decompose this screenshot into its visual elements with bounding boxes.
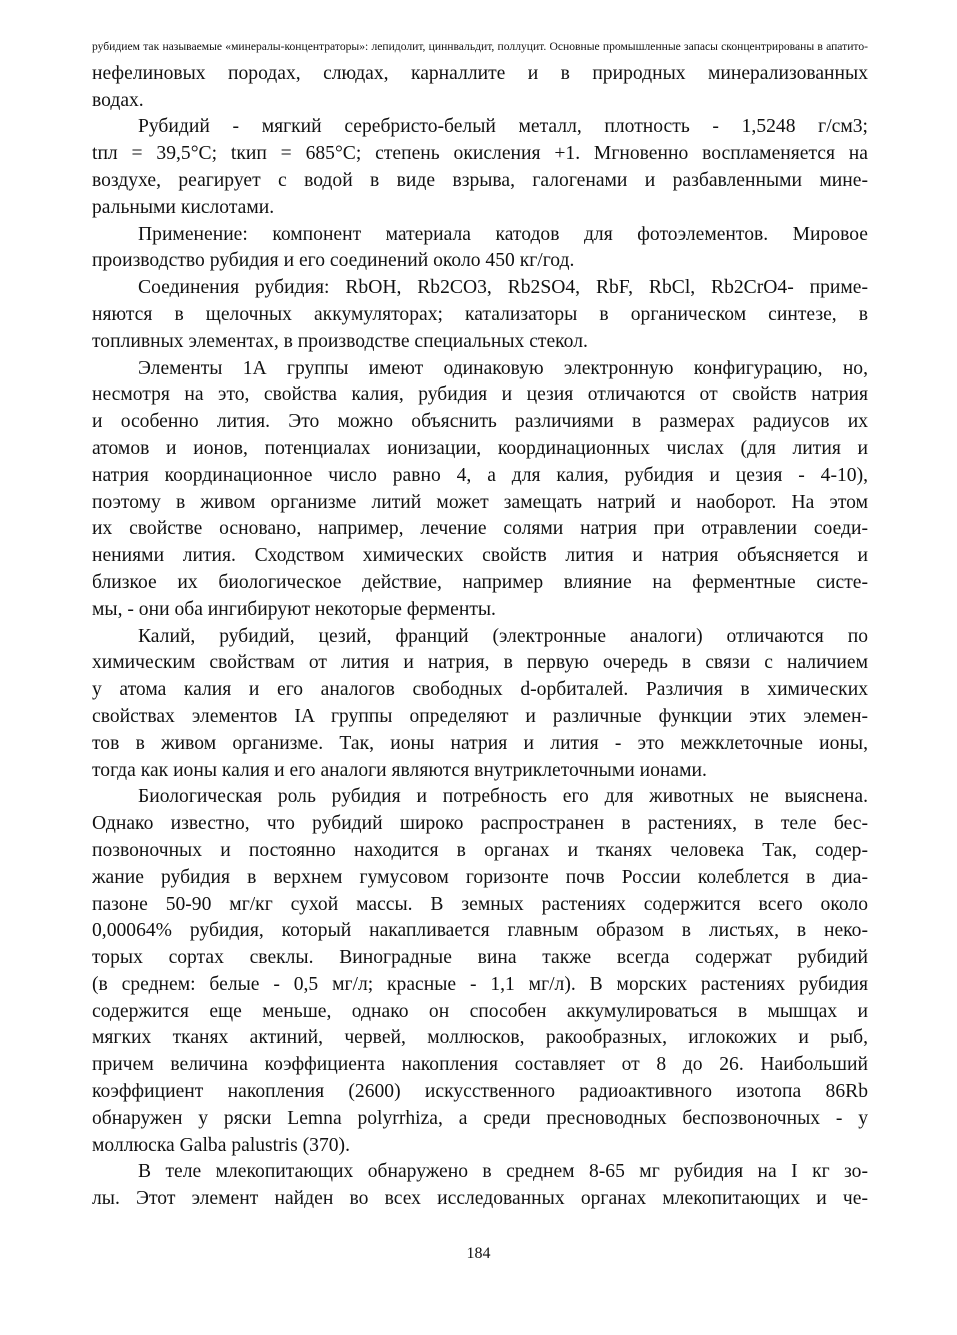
text-line: нефелиновых породах, слюдах, карналлите и в природных минерализованных: [92, 62, 868, 84]
text-line: химическим свойствам от лития и натрия, в первую очередь в связи с наличием: [92, 652, 868, 674]
text-line: коэффициент накопления (2600) искусственного радиоактивного изотопа 86Rb: [92, 1081, 868, 1103]
text-line: мы, - они оба ингибируют некоторые ферменты.: [92, 598, 496, 620]
text-line: Рубидий - мягкий серебристо-белый металл, плотность - 1,5248 г/см3;: [138, 116, 868, 138]
text-line: 0,00064% рубидия, который накапливается главным образом в листьях, в неко-: [92, 920, 868, 942]
text-line: Калий, рубидий, цезий, франций (электронные аналоги) отличаются по: [138, 625, 868, 647]
text-line: позвоночных и постоянно находится в органах и тканях человека Так, содер-: [92, 839, 868, 861]
text-line: воздухе, реагирует с водой в виде взрыва, галогенами и разбавленными мине-: [92, 169, 868, 191]
text-line: причем величина коэффициента накопления составляет от 8 до 26. Наибольший: [92, 1054, 868, 1076]
text-line: мягких тканях актиний, червей, моллюсков, ракообразных, иглокожих и рыб,: [92, 1027, 868, 1049]
text-line: нениями лития. Сходством химических свойств лития и натрия объясняется и: [92, 545, 868, 567]
text-line: их свойстве основано, например, лечение солями натрия при отравлении соеди-: [92, 518, 868, 540]
text-line: содержится еще меньше, однако он способен аккумулироваться в мышцах и: [92, 1000, 868, 1022]
text-line: несмотря на это, свойства калия, рубидия и цезия отличаются от свойств натрия: [92, 384, 868, 406]
text-line: натрия координационное число равно 4, а для калия, рубидия и цезия - 4-10),: [92, 464, 868, 486]
text-line: пазоне 50-90 мг/кг сухой массы. В земных растениях содержится всего около: [92, 893, 868, 915]
text-line: поэтому в живом организме литий может замещать натрий и наоборот. На этом: [92, 491, 868, 513]
text-line: Однако известно, что рубидий широко распространен в растениях, в теле бес-: [92, 813, 868, 835]
text-line: (в среднем: белые - 0,5 мг/л; красные - 1,1 мг/л). В морских растениях рубидия: [92, 973, 868, 995]
text-line: атомов и ионов, потенциалах ионизации, координационных числах (для лития и: [92, 437, 868, 459]
text-line: Элементы 1А группы имеют одинаковую электронную конфигурацию, но,: [138, 357, 868, 379]
text-line: жание рубидия в верхнем гумусовом горизонте почв России колеблется в диа-: [92, 866, 868, 888]
text-line: топливных элементах, в производстве специальных стекол.: [92, 330, 588, 352]
text-line: Соединения рубидия: RbOH, Rb2CO3, Rb2SO4, RbF, RbCl, Rb2CrO4- приме-: [138, 277, 868, 299]
text-line: обнаружен у ряски Lemna polyrrhiza, а среди пресноводных беспозвоночных - у: [92, 1107, 868, 1129]
text-line: торых сортах свеклы. Виноградные вина также всегда содержат рубидий: [92, 947, 868, 969]
page-number: 184: [466, 1245, 491, 1262]
text-line: близкое их биологическое действие, например влияние на ферментные систе-: [92, 571, 868, 593]
text-line: няются в щелочных аккумуляторах; катализаторы в органическом синтезе, в: [92, 303, 868, 325]
text-line: ральными кислотами.: [92, 196, 275, 218]
text-line: Применение: компонент материала катодов для фотоэлементов. Мировое: [138, 223, 868, 245]
text-line: у атома калия и его аналогов свободных d-орбиталей. Различия в химических: [92, 679, 868, 701]
text-line: моллюска Galba palustris (370).: [92, 1134, 350, 1156]
text-line: Биологическая роль рубидия и потребность его для животных не выяснена.: [138, 786, 868, 808]
text-line: производство рубидия и его соединений около 450 кг/год.: [92, 250, 575, 272]
text-line: рубидием так называемые «минералы-концентраторы»: лепидолит, циннвальдит, поллуцит. Основные промышленные запасы сконцентрированы в апатито-: [92, 40, 868, 53]
text-line: лы. Этот элемент найден во всех исследованных органах млекопитающих и че-: [92, 1188, 868, 1210]
text-line: tпл = 39,5°С; tкип = 685°С; степень окисления +1. Мгновенно воспламеняется на: [92, 143, 868, 165]
text-line: водах.: [92, 89, 144, 111]
text-line: свойствах элементов IA группы определяют и различные функции этих элемен-: [92, 705, 868, 727]
text-line: тогда как ионы калия и его аналоги являются внутриклеточными ионами.: [92, 759, 707, 781]
text-line: В теле млекопитающих обнаружено в среднем 8-65 мг рубидия на I кг зо-: [138, 1161, 868, 1183]
text-line: и особенно лития. Это можно объяснить различиями в размерах радиусов их: [92, 411, 868, 433]
document-body: [92, 34, 868, 1213]
text-line: тов в живом организме. Так, ионы натрия и лития - это межклеточные ионы,: [92, 732, 868, 754]
